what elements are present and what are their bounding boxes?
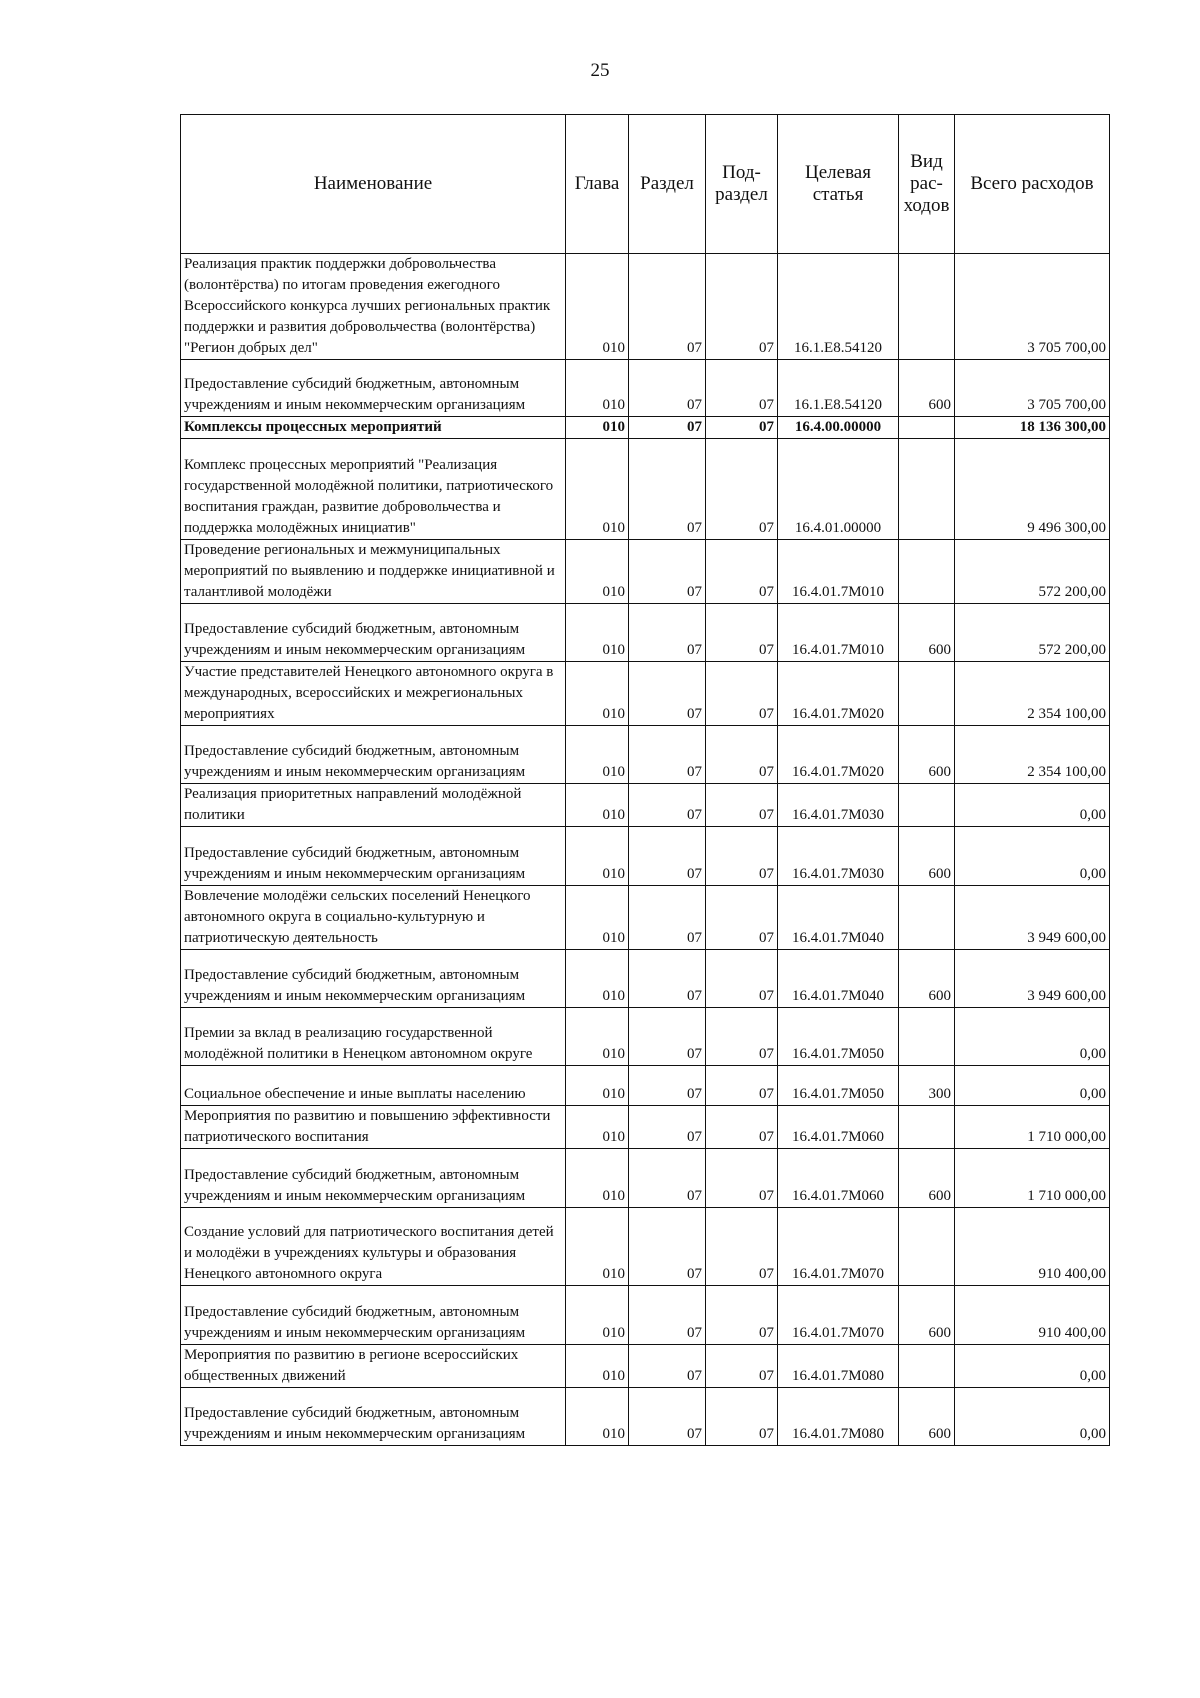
table-row (181, 1286, 1110, 1345)
cell-podrazdel: 07 (706, 886, 778, 950)
header-razdel: Раздел (629, 115, 706, 254)
cell-celevaya: 16.4.01.7М010 (778, 604, 899, 662)
cell-celevaya: 16.4.01.7М060 (778, 1149, 899, 1208)
cell-podrazdel: 07 (706, 604, 778, 662)
cell-total: 572 200,00 (955, 604, 1110, 662)
cell-podrazdel: 07 (706, 784, 778, 827)
cell-total: 1 710 000,00 (955, 1149, 1110, 1208)
cell-name: Предоставление субсидий бюджетным, автономным учреждениям и иным некоммерческим организациям (181, 1286, 566, 1345)
cell-glava: 010 (566, 1345, 629, 1388)
cell-glava: 010 (566, 886, 629, 950)
cell-razdel: 07 (629, 950, 706, 1008)
cell-celevaya: 16.4.01.7М030 (778, 784, 899, 827)
cell-razdel: 07 (629, 1208, 706, 1286)
cell-razdel: 07 (629, 439, 706, 540)
cell-glava: 010 (566, 662, 629, 726)
cell-podrazdel: 07 (706, 1066, 778, 1106)
cell-podrazdel: 07 (706, 417, 778, 439)
cell-glava: 010 (566, 827, 629, 886)
cell-glava: 010 (566, 1066, 629, 1106)
cell-razdel: 07 (629, 1106, 706, 1149)
cell-name: Предоставление субсидий бюджетным, автономным учреждениям и иным некоммерческим организациям (181, 950, 566, 1008)
header-celevaya-statya: Целевая статья (778, 115, 899, 254)
cell-name: Предоставление субсидий бюджетным, автономным учреждениям и иным некоммерческим организациям (181, 1149, 566, 1208)
cell-total: 910 400,00 (955, 1208, 1110, 1286)
cell-vid (899, 1345, 955, 1388)
header-name: Наименование (181, 115, 566, 254)
table-row (181, 254, 1110, 360)
cell-name: Предоставление субсидий бюджетным, автономным учреждениям и иным некоммерческим организациям (181, 604, 566, 662)
cell-podrazdel: 07 (706, 439, 778, 540)
cell-total: 0,00 (955, 1345, 1110, 1388)
cell-total: 3 705 700,00 (955, 360, 1110, 417)
cell-razdel: 07 (629, 1066, 706, 1106)
cell-name: Вовлечение молодёжи сельских поселений Ненецкого автономного округа в социально-культурную и патриотическую деятельность (181, 886, 566, 950)
cell-glava: 010 (566, 1388, 629, 1446)
table-row (181, 1388, 1110, 1446)
cell-vid: 600 (899, 1286, 955, 1345)
cell-podrazdel: 07 (706, 1008, 778, 1066)
table-row (181, 439, 1110, 540)
cell-name: Предоставление субсидий бюджетным, автономным учреждениям и иным некоммерческим организациям (181, 827, 566, 886)
cell-total: 0,00 (955, 1008, 1110, 1066)
cell-name: Предоставление субсидий бюджетным, автономным учреждениям и иным некоммерческим организациям (181, 726, 566, 784)
cell-total: 0,00 (955, 784, 1110, 827)
cell-podrazdel: 07 (706, 1106, 778, 1149)
cell-name: Проведение региональных и межмуниципальных мероприятий по выявлению и поддержке инициативной и талантливой молодёжи (181, 540, 566, 604)
cell-total: 3 949 600,00 (955, 950, 1110, 1008)
cell-name: Предоставление субсидий бюджетным, автономным учреждениям и иным некоммерческим организациям (181, 360, 566, 417)
table-row (181, 784, 1110, 827)
cell-razdel: 07 (629, 1388, 706, 1446)
cell-vid (899, 662, 955, 726)
budget-table (180, 114, 1110, 1446)
cell-razdel: 07 (629, 1286, 706, 1345)
cell-celevaya: 16.4.01.7М020 (778, 726, 899, 784)
cell-total: 0,00 (955, 827, 1110, 886)
cell-celevaya: 16.4.01.7М070 (778, 1208, 899, 1286)
header-podrazdel: Под- раздел (706, 115, 778, 254)
cell-vid (899, 540, 955, 604)
cell-razdel: 07 (629, 417, 706, 439)
cell-razdel: 07 (629, 1149, 706, 1208)
cell-celevaya: 16.4.01.7М080 (778, 1345, 899, 1388)
cell-total: 910 400,00 (955, 1286, 1110, 1345)
cell-vid (899, 439, 955, 540)
table-row (181, 1208, 1110, 1286)
cell-podrazdel: 07 (706, 827, 778, 886)
cell-podrazdel: 07 (706, 1208, 778, 1286)
cell-celevaya: 16.1.Е8.54120 (778, 254, 899, 360)
cell-vid (899, 254, 955, 360)
cell-glava: 010 (566, 1149, 629, 1208)
cell-glava: 010 (566, 360, 629, 417)
table-row (181, 1066, 1110, 1106)
cell-total: 0,00 (955, 1066, 1110, 1106)
cell-vid (899, 1106, 955, 1149)
cell-name: Реализация практик поддержки добровольчества (волонтёрства) по итогам проведения ежегодного Всероссийского конкурса лучших региональных практик поддержки и развития добровольчества (волонтёрства) "Регион добрых дел" (181, 254, 566, 360)
cell-vid: 600 (899, 604, 955, 662)
table-row (181, 950, 1110, 1008)
cell-podrazdel: 07 (706, 254, 778, 360)
cell-vid: 600 (899, 1149, 955, 1208)
cell-razdel: 07 (629, 1345, 706, 1388)
cell-name: Премии за вклад в реализацию государственной молодёжной политики в Ненецком автономном округе (181, 1008, 566, 1066)
cell-name: Мероприятия по развитию и повышению эффективности патриотического воспитания (181, 1106, 566, 1149)
cell-vid (899, 1208, 955, 1286)
cell-podrazdel: 07 (706, 1345, 778, 1388)
cell-razdel: 07 (629, 827, 706, 886)
cell-vid: 600 (899, 360, 955, 417)
cell-razdel: 07 (629, 604, 706, 662)
cell-vid: 600 (899, 950, 955, 1008)
table-row (181, 540, 1110, 604)
cell-razdel: 07 (629, 540, 706, 604)
cell-name: Предоставление субсидий бюджетным, автономным учреждениям и иным некоммерческим организациям (181, 1388, 566, 1446)
cell-vid: 600 (899, 1388, 955, 1446)
cell-razdel: 07 (629, 1008, 706, 1066)
cell-celevaya: 16.4.01.7М070 (778, 1286, 899, 1345)
cell-total: 3 949 600,00 (955, 886, 1110, 950)
header-glava: Глава (566, 115, 629, 254)
table-row (181, 886, 1110, 950)
cell-glava: 010 (566, 950, 629, 1008)
table-row (181, 662, 1110, 726)
cell-total: 9 496 300,00 (955, 439, 1110, 540)
cell-celevaya: 16.4.01.7М050 (778, 1008, 899, 1066)
cell-name: Комплекс процессных мероприятий "Реализация государственной молодёжной политики, патриотического воспитания граждан, развитие добровольчества и поддержка молодёжных инициатив" (181, 439, 566, 540)
cell-glava: 010 (566, 784, 629, 827)
cell-razdel: 07 (629, 886, 706, 950)
cell-glava: 010 (566, 726, 629, 784)
cell-celevaya: 16.4.00.00000 (778, 417, 899, 439)
cell-celevaya: 16.4.01.00000 (778, 439, 899, 540)
cell-razdel: 07 (629, 254, 706, 360)
cell-razdel: 07 (629, 662, 706, 726)
cell-celevaya: 16.4.01.7М060 (778, 1106, 899, 1149)
cell-vid: 600 (899, 827, 955, 886)
cell-celevaya: 16.4.01.7М080 (778, 1388, 899, 1446)
cell-celevaya: 16.4.01.7М010 (778, 540, 899, 604)
cell-glava: 010 (566, 417, 629, 439)
cell-vid: 300 (899, 1066, 955, 1106)
cell-podrazdel: 07 (706, 1388, 778, 1446)
cell-glava: 010 (566, 254, 629, 360)
cell-total: 18 136 300,00 (955, 417, 1110, 439)
cell-razdel: 07 (629, 726, 706, 784)
cell-name: Участие представителей Ненецкого автономного округа в международных, всероссийских и межрегиональных мероприятиях (181, 662, 566, 726)
cell-name: Мероприятия по развитию в регионе всероссийских общественных движений (181, 1345, 566, 1388)
header-vid-rashodov: Вид рас- ходов (899, 115, 955, 254)
table-row (181, 604, 1110, 662)
cell-celevaya: 16.4.01.7М040 (778, 886, 899, 950)
table-row (181, 1106, 1110, 1149)
cell-glava: 010 (566, 1286, 629, 1345)
cell-glava: 010 (566, 540, 629, 604)
cell-glava: 010 (566, 1008, 629, 1066)
cell-name: Социальное обеспечение и иные выплаты населению (181, 1066, 566, 1106)
cell-celevaya: 16.1.Е8.54120 (778, 360, 899, 417)
cell-podrazdel: 07 (706, 726, 778, 784)
table-row (181, 827, 1110, 886)
cell-podrazdel: 07 (706, 662, 778, 726)
cell-glava: 010 (566, 1106, 629, 1149)
cell-celevaya: 16.4.01.7М030 (778, 827, 899, 886)
cell-vid (899, 784, 955, 827)
cell-vid (899, 886, 955, 950)
cell-celevaya: 16.4.01.7М040 (778, 950, 899, 1008)
cell-razdel: 07 (629, 784, 706, 827)
cell-glava: 010 (566, 1208, 629, 1286)
cell-vid (899, 1008, 955, 1066)
cell-podrazdel: 07 (706, 1286, 778, 1345)
cell-total: 2 354 100,00 (955, 662, 1110, 726)
page-number: 25 (590, 60, 610, 81)
table-row (181, 1345, 1110, 1388)
cell-celevaya: 16.4.01.7М020 (778, 662, 899, 726)
table-row (181, 726, 1110, 784)
cell-vid (899, 417, 955, 439)
cell-podrazdel: 07 (706, 540, 778, 604)
table-header-row (181, 115, 1110, 254)
cell-celevaya: 16.4.01.7М050 (778, 1066, 899, 1106)
cell-name: Реализация приоритетных направлений молодёжной политики (181, 784, 566, 827)
cell-total: 572 200,00 (955, 540, 1110, 604)
cell-razdel: 07 (629, 360, 706, 417)
table-row (181, 360, 1110, 417)
cell-glava: 010 (566, 604, 629, 662)
cell-total: 1 710 000,00 (955, 1106, 1110, 1149)
cell-total: 3 705 700,00 (955, 254, 1110, 360)
cell-total: 0,00 (955, 1388, 1110, 1446)
table-body (181, 254, 1110, 1446)
cell-podrazdel: 07 (706, 360, 778, 417)
cell-glava: 010 (566, 439, 629, 540)
table-row (181, 1149, 1110, 1208)
cell-podrazdel: 07 (706, 950, 778, 1008)
header-total: Всего расходов (955, 115, 1110, 254)
cell-podrazdel: 07 (706, 1149, 778, 1208)
cell-vid: 600 (899, 726, 955, 784)
cell-name: Создание условий для патриотического воспитания детей и молодёжи в учреждениях культуры и образования Ненецкого автономного округа (181, 1208, 566, 1286)
cell-name: Комплексы процессных мероприятий (181, 417, 566, 439)
cell-total: 2 354 100,00 (955, 726, 1110, 784)
table-row (181, 1008, 1110, 1066)
table-row (181, 417, 1110, 439)
